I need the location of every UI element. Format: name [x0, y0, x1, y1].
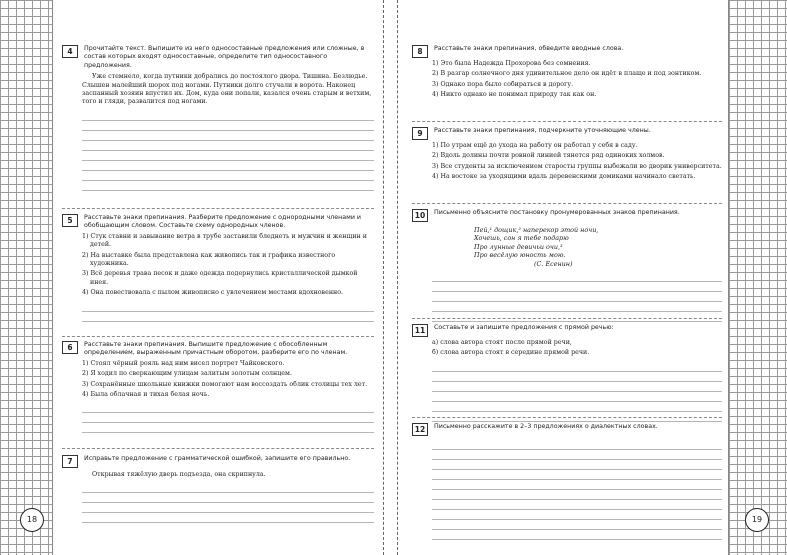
answer-lines[interactable] — [82, 111, 374, 191]
list-item: 2) Я ходил по сверкающим улицам залитым золотым солнцем. — [82, 370, 292, 378]
list-item: 4) Была облачная и тихая белая ночь. — [82, 391, 210, 399]
list-item: 2) В разгар солнечного дня удивительное дело он идёт в плаще и под зонтиком. — [432, 70, 702, 78]
list-item: 3) Все студенты за исключением старосты группы выбежали во дворик университета. — [432, 162, 722, 170]
answer-lines[interactable] — [432, 440, 722, 540]
answer-lines[interactable] — [82, 403, 374, 433]
poem — [474, 226, 722, 268]
list-item: 1) Стоял чёрный рояль над ним висел портрет Чайковского. — [82, 359, 285, 367]
answer-lines[interactable] — [432, 272, 722, 322]
list-item: 1) Это была Надежда Прохорова без сомнения. — [432, 60, 591, 67]
task-separator — [62, 208, 374, 209]
list-item: 1) Стук ставни и завывание ветра в трубе заставили бледнеть и мужчин и женщин и детей. — [82, 232, 367, 249]
task-11 — [412, 324, 722, 422]
task-instruction: Расставьте знаки препинания, подчеркните уточняющие члены. — [434, 127, 651, 134]
answer-lines[interactable] — [82, 302, 374, 322]
task-8 — [412, 45, 722, 100]
answer-lines[interactable] — [432, 362, 722, 422]
task-number: 5 — [62, 214, 78, 227]
poem-line: Хочешь, сон я тебе подарю — [474, 234, 569, 243]
binding-cut-line — [397, 0, 398, 555]
task-7 — [62, 455, 374, 523]
task-separator — [412, 121, 722, 122]
task-number: 4 — [62, 45, 78, 58]
page-number: 19 — [745, 508, 769, 532]
list-item: 4) Она повествовала с пылом живописно с увлечением местами вдохновенно. — [82, 289, 344, 297]
list-item: 3) Сохранённые школьные книжки помогают нам воссоздать облик столицы тех лет. — [82, 380, 368, 388]
list-item: б) слова автора стоят в середине прямой речи. — [432, 349, 590, 357]
task-instruction: Прочитайте текст. Выпишите из него односоставные предложения или сложные, в состав которых входят односоставные, определите тип односоставного предложения. — [84, 45, 365, 69]
list-item: 1) По утрам ещё до ухода на работу он работал у себя в саду. — [432, 142, 638, 149]
task-12 — [412, 423, 722, 540]
task-number: 7 — [62, 455, 78, 468]
left-grid-margin — [0, 0, 53, 555]
task-instruction: Письменно расскажите в 2–3 предложениях о диалектных словах. — [434, 423, 658, 430]
right-grid-margin — [728, 0, 787, 555]
list-item: 4) Никто однако не понимал природу так как он. — [432, 91, 597, 99]
list-item: 3) Однако пора было собираться в дорогу. — [432, 80, 574, 88]
poem-line: Про весёлую юность мою. — [474, 251, 566, 260]
task-number: 9 — [412, 127, 428, 140]
list-item: а) слова автора стоят после прямой речи, — [432, 339, 572, 346]
task-separator — [412, 318, 722, 319]
task-number: 6 — [62, 341, 78, 354]
list-item: 2) Вдоль долины почти ровной линией тянется ряд одиноких холмов. — [432, 152, 665, 160]
poem-line: Пей,¹ дощик,² наперекор этой ночи, — [474, 226, 599, 234]
poem-author: (С. Есенин) — [534, 259, 573, 268]
answer-lines[interactable] — [82, 483, 374, 523]
task-instruction: Письменно объясните постановку пронумерованных знаков препинания. — [434, 209, 680, 216]
task-4 — [62, 45, 374, 191]
task-6 — [62, 341, 374, 433]
task-number: 12 — [412, 423, 428, 436]
list-item: 2) На выставке была представлена как живопись так и графика известного художника. — [82, 251, 336, 268]
binding-cut-line — [383, 0, 384, 555]
task-instruction: Расставьте знаки препинания, обведите вводные слова. — [434, 45, 624, 52]
task-number: 11 — [412, 324, 428, 337]
task-10 — [412, 209, 722, 322]
task-separator — [62, 448, 374, 449]
task-5 — [62, 214, 374, 322]
task-number: 8 — [412, 45, 428, 58]
page-number: 18 — [20, 508, 44, 532]
poem-line: Про лунные девичьи очи,³ — [474, 242, 563, 251]
task-instruction: Расставьте знаки препинания. Выпишите предложение с обособленным определением, выраженным причастным оборотом, разберите его по членам. — [84, 341, 348, 357]
task-separator — [412, 417, 722, 418]
task-instruction: Исправьте предложение с грамматической ошибкой, запишите его правильно. — [84, 455, 351, 462]
task-number: 10 — [412, 209, 428, 222]
list-item: 3) Всё деревья трава песок и даже одежда подернулись кристаллической дымкой инея. — [82, 270, 358, 286]
task-separator — [412, 203, 722, 204]
task-text: Уже стемнело, когда путники добрались до постоялого двора. Тишина. Безлюдье. Слышен малейший шорох под ногами. Путники долго стучали в ворота. Наконец заспанный хозяин впустил их. Дом, куда они попали, казался очень старым и ветхим, того и гляди, развалится под ногами. — [82, 73, 372, 106]
task-instruction: Составьте и запишите предложения с прямой речью: — [434, 324, 614, 331]
task-separator — [62, 336, 374, 337]
task-text: Открывая тяжёлую дверь подъезда, она скрипнула. — [92, 471, 266, 478]
task-9 — [412, 127, 722, 182]
list-item: 4) На востоке за уходящими вдаль деревенскими домиками начинало светать. — [432, 173, 696, 181]
task-instruction: Расставьте знаки препинания. Разберите предложение с однородными членами и обобщающим словом. Составьте схему однородных членов. — [84, 214, 362, 230]
